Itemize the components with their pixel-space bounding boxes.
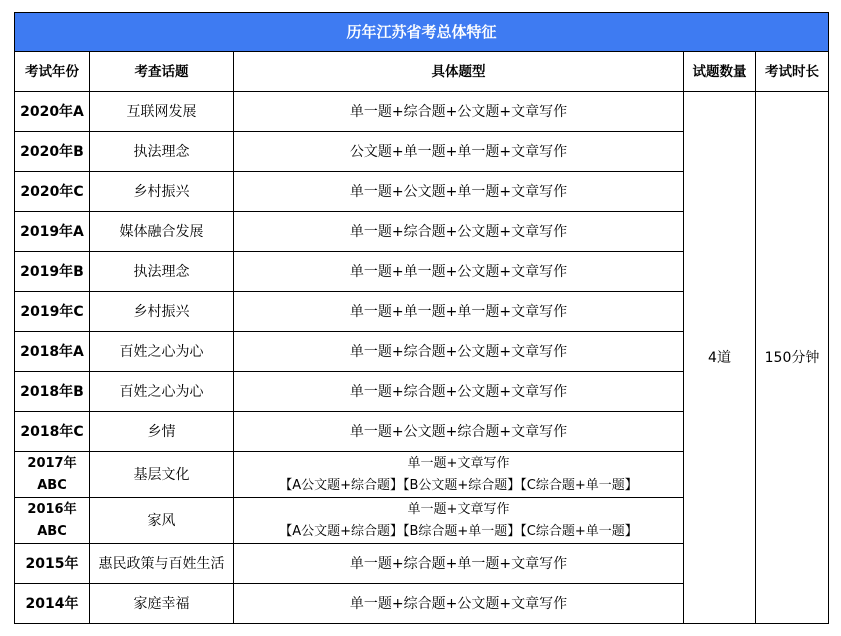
topic-cell: 百姓之心为心 — [90, 332, 234, 372]
types-cell — [234, 498, 684, 544]
year-cell: 2018年C — [15, 412, 90, 452]
table-title: 历年江苏省考总体特征 — [15, 13, 829, 52]
year-cell: 2018年A — [15, 332, 90, 372]
types-cell: 单一题+综合题+公文题+文章写作 — [234, 92, 684, 132]
types-cell: 单一题+单一题+单一题+文章写作 — [234, 292, 684, 332]
table-row — [15, 92, 829, 132]
types-cell: 单一题+公文题+综合题+文章写作 — [234, 412, 684, 452]
year-cell: 2019年B — [15, 252, 90, 292]
types-cell: 单一题+综合题+公文题+文章写作 — [234, 372, 684, 412]
year-cell: 2019年C — [15, 292, 90, 332]
types-cell: 单一题+综合题+公文题+文章写作 — [234, 332, 684, 372]
header-year: 考试年份 — [15, 52, 90, 92]
topic-cell: 乡村振兴 — [90, 172, 234, 212]
topic-cell: 基层文化 — [90, 452, 234, 498]
exam-duration-cell: 150分钟 — [756, 92, 829, 624]
types-cell: 单一题+公文题+单一题+文章写作 — [234, 172, 684, 212]
topic-cell: 执法理念 — [90, 252, 234, 292]
topic-cell: 乡情 — [90, 412, 234, 452]
year-line: 2016年 — [27, 501, 77, 517]
year-cell — [15, 498, 90, 544]
year-line: ABC — [37, 523, 67, 539]
types-cell — [234, 452, 684, 498]
year-cell: 2019年A — [15, 212, 90, 252]
topic-cell: 家风 — [90, 498, 234, 544]
topic-cell: 乡村振兴 — [90, 292, 234, 332]
year-cell: 2014年 — [15, 584, 90, 624]
year-cell: 2015年 — [15, 544, 90, 584]
header-topic: 考查话题 — [90, 52, 234, 92]
topic-cell: 惠民政策与百姓生活 — [90, 544, 234, 584]
exam-features-table — [14, 12, 829, 624]
header-count: 试题数量 — [684, 52, 756, 92]
types-cell: 单一题+综合题+单一题+文章写作 — [234, 544, 684, 584]
topic-cell: 家庭幸福 — [90, 584, 234, 624]
types-cell: 单一题+综合题+公文题+文章写作 — [234, 212, 684, 252]
topic-cell: 互联网发展 — [90, 92, 234, 132]
types-cell: 单一题+单一题+公文题+文章写作 — [234, 252, 684, 292]
types-cell: 公文题+单一题+单一题+文章写作 — [234, 132, 684, 172]
types-cell: 单一题+综合题+公文题+文章写作 — [234, 584, 684, 624]
year-cell: 2018年B — [15, 372, 90, 412]
types-line: 单一题+文章写作 — [407, 501, 510, 517]
year-cell: 2020年A — [15, 92, 90, 132]
year-cell: 2020年B — [15, 132, 90, 172]
topic-cell: 媒体融合发展 — [90, 212, 234, 252]
header-duration: 考试时长 — [756, 52, 829, 92]
year-cell — [15, 452, 90, 498]
year-line: ABC — [37, 477, 67, 493]
year-cell: 2020年C — [15, 172, 90, 212]
question-count-cell: 4道 — [684, 92, 756, 624]
header-types: 具体题型 — [234, 52, 684, 92]
types-line: 单一题+文章写作 — [407, 455, 510, 471]
year-line: 2017年 — [27, 455, 77, 471]
types-line: 【A公文题+综合题】【B公文题+综合题】【C综合题+单一题】 — [279, 477, 638, 493]
topic-cell: 百姓之心为心 — [90, 372, 234, 412]
topic-cell: 执法理念 — [90, 132, 234, 172]
types-line: 【A公文题+综合题】【B综合题+单一题】【C综合题+单一题】 — [279, 523, 638, 539]
